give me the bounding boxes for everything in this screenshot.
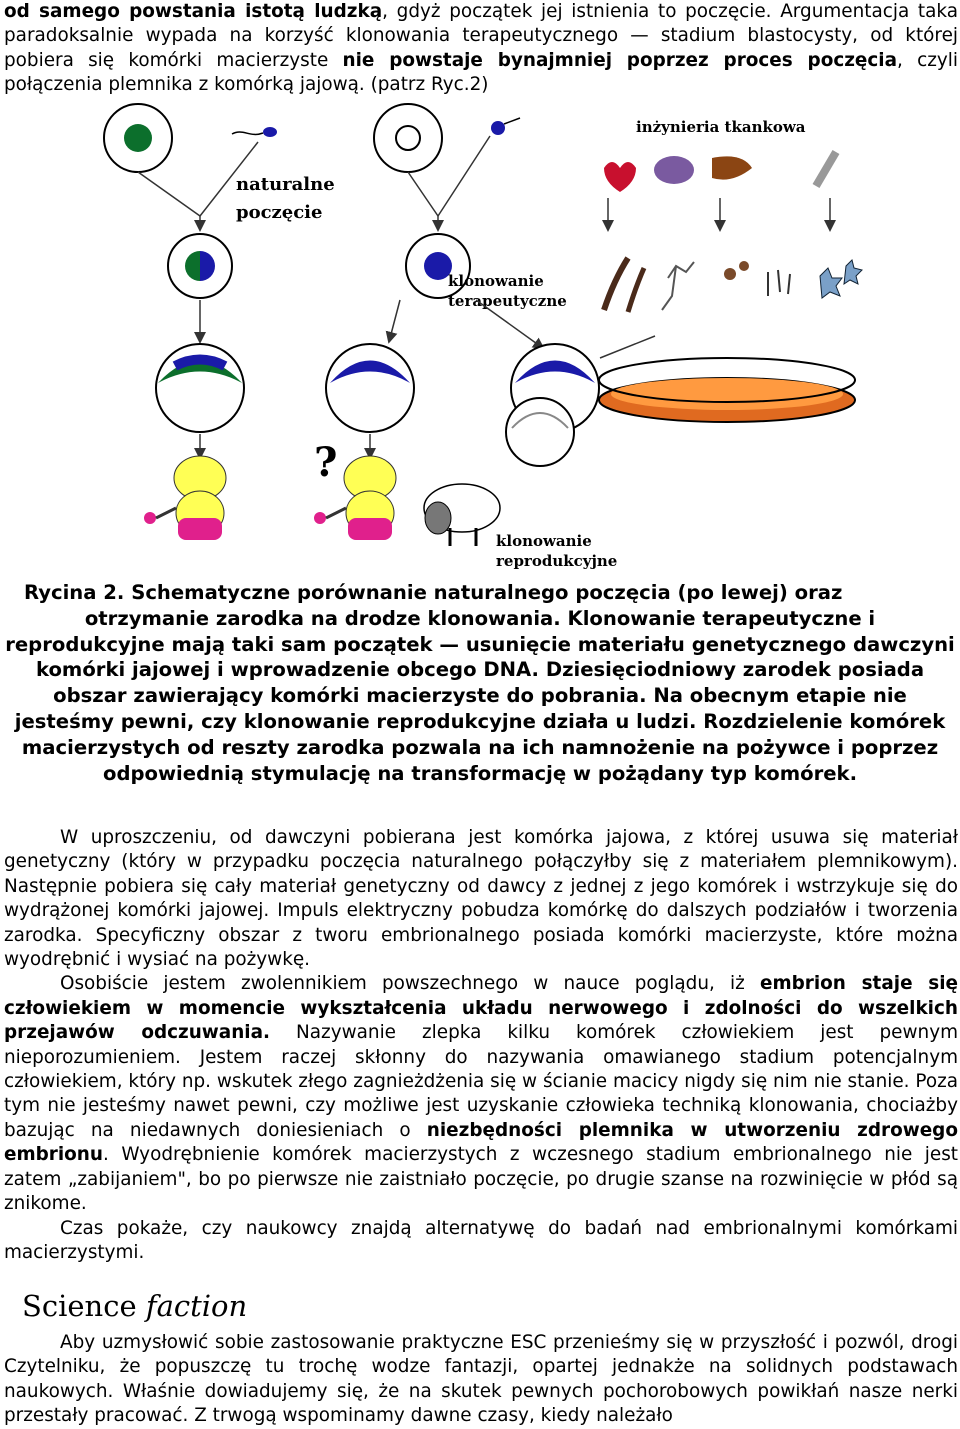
organ-heart-icon [604,162,636,192]
label-therapeutic-1: klonowanie [448,272,544,290]
figure-caption [0,580,960,786]
label-natural-1: naturalne [236,174,335,195]
bold-phrase-1: od samego powstania istotą ludzką [4,1,383,22]
paragraph-1: W uproszczeniu, od dawczyni pobierana jest komórka jajowa, z której usuwa się materiał genetyczny (który w przypadku poczęcia naturalnego połączyłby się z materiałem plemnikowym). Następnie pobiera się cały materiał genetyczny od dawcy z jednej z jego komórek i wstrzykuje się do wydrążonej komórki jajowej. Impuls elektryczny pobudza komórkę do dalszych podziałów i tworzenia zarodka. Specyficzny obszar z tworu embrionalnego posiada komórki macierzyste, które można wyodrębnić i wysiać na pożywkę. [4,827,958,971]
natural-egg-cell [104,104,172,172]
p2-run-e: . Wyodrębnienie komórek macierzystych z wczesnego stadium embrionalnego nie jest zatem „zabijaniem", bo po pierwsze nie zaistniało poczęcie, po drugie szanse na rozwinięcie w płód są znikome. [4,1144,958,1215]
p2-bold-d: niezbędności plemnika w utworzeniu zdrowego embrionu [4,1119,958,1166]
enucleated-egg [374,104,442,172]
organ-bone-icon [816,152,836,186]
label-repro-2: reprodukcyjne [496,552,618,570]
paragraph-2 [4,972,958,1216]
differentiated-cells [604,258,862,312]
label-tissue-engineering: inżynieria tkankowa [636,118,806,136]
zygote-cell [168,234,232,298]
cloned-blastocyst-left [326,344,414,432]
tail-section [4,1331,958,1429]
organ-liver-icon [712,156,752,179]
body-section [4,826,958,1265]
donor-nucleus [491,118,520,135]
p2-run-c: Nazywanie zlepka kilku komórek człowiekiem jest pewnym nieporozumieniem. Jestem raczej skłonny do nazywania omawianego stadium potencjalnym człowiekiem, który np. wskutek złego zagnieżdżenia się w ścianie macicy nigdy się nim nie stanie. Poza tym nie jesteśmy nawet pewni, czy możliwe jest uzyskanie człowieka techniką klonowania, chociażby bazując na niedawnych doniesieniach o [4,1022,958,1141]
sheep-icon [424,484,500,546]
organ-brain-icon [654,156,694,184]
caption-lead: Rycina 2. Schematyczne porównanie naturalnego poczęcia (po lewej) oraz [24,581,843,604]
label-repro-1: klonowanie [496,532,592,550]
heading-part-1: Science [22,1289,146,1323]
petri-dish [599,358,855,422]
arrow-to-cells [600,336,655,358]
paragraph-3: Czas pokaże, czy naukowcy znajdą alternatywę do badań nad embrionalnymi komórkami macierzystymi. [4,1217,958,1263]
empty-blastocyst [506,398,574,466]
p2-bold-b: embrion staje się człowiekiem w momencie wykształcenia układu nerwowego i zdolności do wszelkich przejawów odczuwania. [4,973,958,1044]
baby-natural [144,456,226,540]
intro-text [4,0,958,98]
top-paragraph [4,0,958,98]
bold-phrase-2: nie powstaje bynajmniej poprzez proces poczęcia [342,49,898,71]
heading-part-2: faction [145,1289,248,1323]
paragraph-4: Aby uzmysłowić sobie zastosowanie praktyczne ESC przenieśmy się w przyszłość i pozwól, drogi Czytelniku, że popuszczę tu trochę wodze fantazji, opartej jednakże na solidnych podstawach naukowych. Właśnie dowiadujemy się, że na skutek pewnych pochorobowych powikłań nasze nerki przestały pracować. Z trwogą wspominamy dawne czasy, kiedy należało [4,1332,958,1427]
text-run-1: , gdyż początek jej istnienia to poczęcie. Argumentacja taka paradoksalnie wypada na korzyść klonowania terapeutycznego — stadium blastocysty, od której pobiera się komórki macierzyste [4,1,958,71]
text-run-2: , czyli połączenia plemnika z komórką jajową. (patrz Ryc.2) [4,49,958,96]
sperm-icon [232,127,277,137]
natural-blastocyst [156,344,244,432]
figure-cloning-diagram [0,98,960,580]
p2-run-a: Osobiście jestem zwolennikiem powszechnego w nauce poglądu, iż [60,973,760,995]
label-natural-2: poczęcie [236,202,323,223]
section-heading [22,1287,247,1325]
label-therapeutic-2: terapeutyczne [448,292,567,310]
question-mark: ? [314,439,338,486]
merge-line-left [138,172,200,216]
caption-rest: otrzymanie zarodka na drodze klonowania. Klonowanie terapeutyczne i reprodukcyjne mają taki sam początek — usunięcie materiału genetycznego dawczyni komórki jajowej i wprowadzenie obcego DNA. Dziesięciodniowy zarodek posiada obszar zawierający komórki macierzyste do pobrania. Na obecnym etapie nie jesteśmy pewni, czy klonowanie reprodukcyjne działa u ludzi. Rozdzielenie komórek macierzystych od reszty zarodka pozwala na ich namnożenie na pożywce i poprzez odpowiednią stymulację na transformację w pożądany typ komórek. [5,606,955,785]
